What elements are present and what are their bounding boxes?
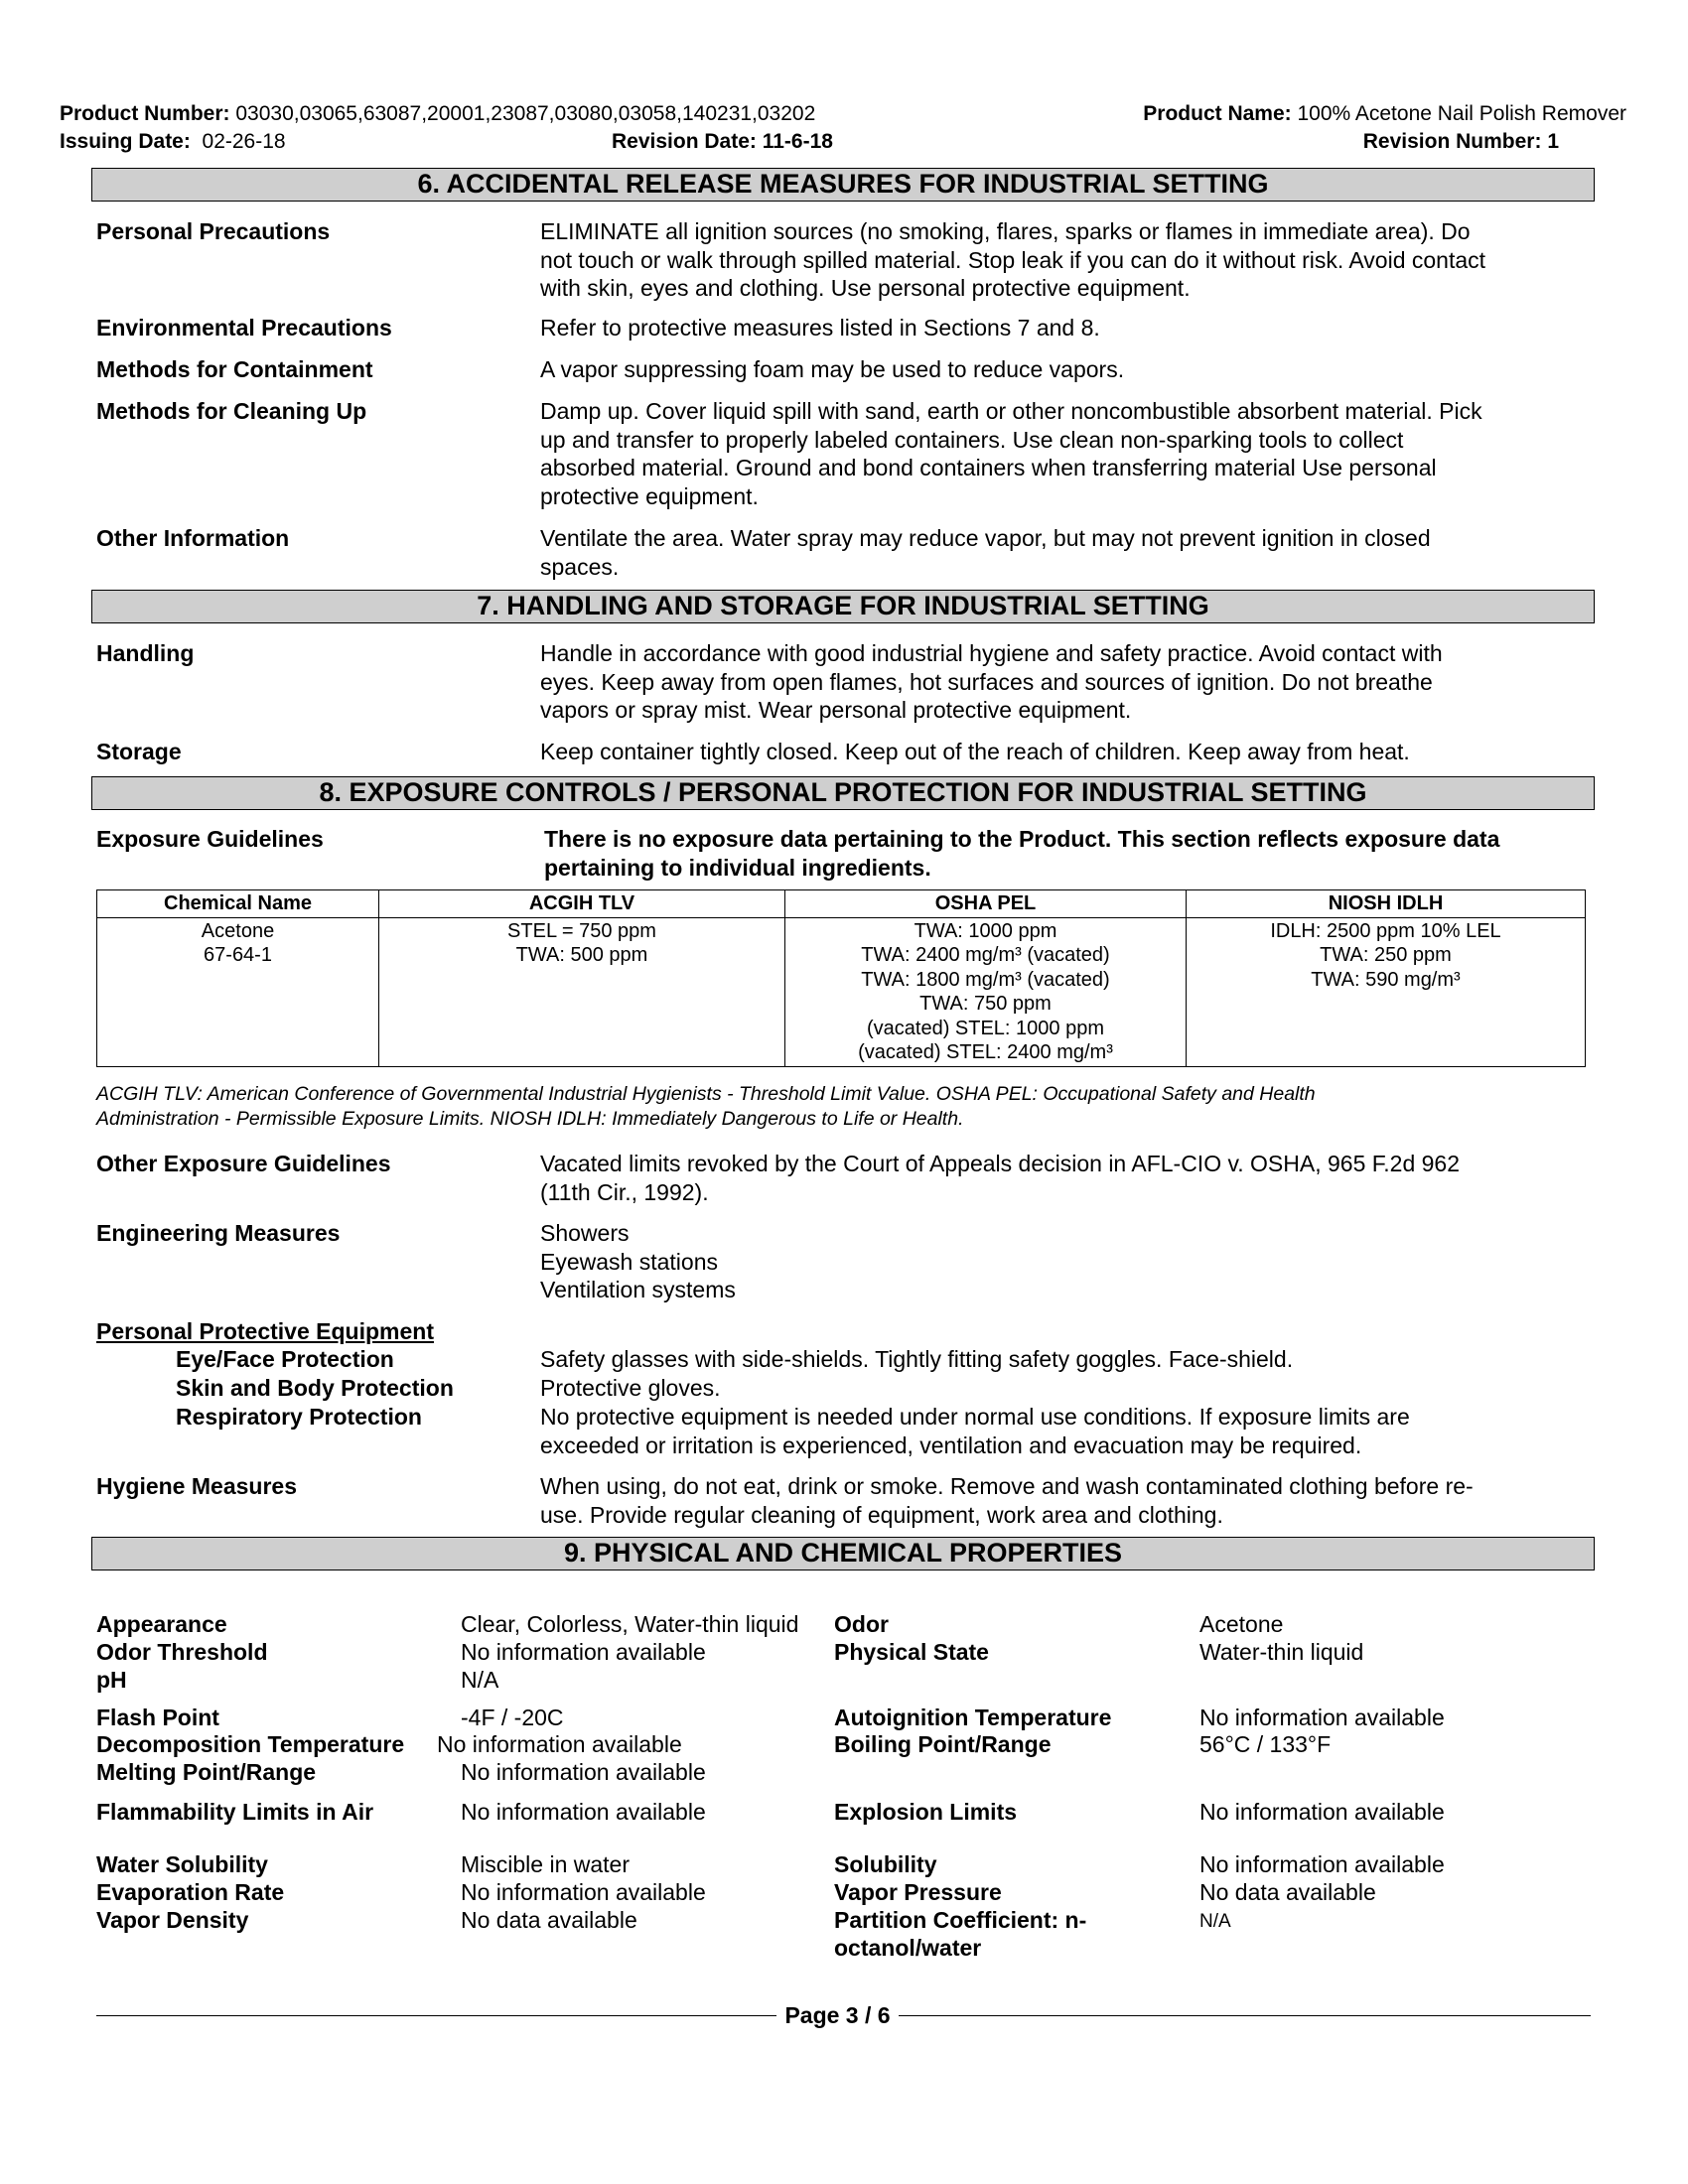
solubility-label: Solubility: [834, 1851, 937, 1877]
revision-number-value: 1: [1547, 130, 1559, 153]
acgih-twa: TWA: 500 ppm: [515, 944, 648, 966]
odor-label: Odor: [834, 1611, 889, 1637]
acgih-stel: STEL = 750 ppm: [507, 919, 656, 942]
exposure-guidelines-value: There is no exposure data pertaining to the Product. This section reflects exposure data pertaining to individual ingredients.: [544, 826, 1500, 881]
niosh-line: TWA: 250 ppm: [1320, 944, 1452, 966]
partition-coefficient-label-1: Partition Coefficient: n-: [834, 1907, 1087, 1933]
appearance-label: Appearance: [96, 1611, 227, 1637]
footer-rule-right: [899, 2015, 1591, 2016]
boiling-point-value: 56°C / 133°F: [1199, 1731, 1332, 1757]
table-row: [97, 917, 1586, 1066]
environmental-precautions-label: Environmental Precautions: [96, 315, 392, 341]
osha-line: (vacated) STEL: 1000 ppm: [866, 1017, 1104, 1039]
exposure-table: [96, 889, 1586, 1067]
hygiene-measures-value: When using, do not eat, drink or smoke. Remove and wash contaminated clothing before re- use. Provide regular cleaning of equipment, work area and clothing.: [540, 1473, 1474, 1528]
explosion-limits-value: No information available: [1199, 1799, 1445, 1825]
revision-number-label: Revision Number:: [1362, 130, 1542, 153]
eye-face-label: Eye/Face Protection: [176, 1346, 394, 1372]
section-8-title: 8. EXPOSURE CONTROLS / PERSONAL PROTECTION FOR INDUSTRIAL SETTING: [91, 776, 1595, 810]
ppe-heading: Personal Protective Equipment: [96, 1318, 434, 1344]
product-name-label: Product Name:: [1143, 102, 1292, 125]
chemical-name: Acetone: [201, 919, 275, 942]
section-9-title: 9. PHYSICAL AND CHEMICAL PROPERTIES: [91, 1537, 1595, 1570]
page-number: Page 3 / 6: [784, 2002, 891, 2028]
product-number-label: Product Number:: [60, 102, 230, 125]
odor-threshold-value: No information available: [461, 1639, 706, 1665]
exposure-guidelines-label: Exposure Guidelines: [96, 826, 324, 852]
appearance-value: Clear, Colorless, Water-thin liquid: [461, 1611, 799, 1637]
solubility-value: No information available: [1199, 1851, 1445, 1877]
vapor-density-label: Vapor Density: [96, 1907, 249, 1933]
section-7-title: 7. HANDLING AND STORAGE FOR INDUSTRIAL SETTING: [91, 590, 1595, 623]
physical-state-label: Physical State: [834, 1639, 989, 1665]
revision-number: [1363, 129, 1559, 155]
respiratory-label: Respiratory Protection: [176, 1404, 422, 1430]
osha-line: TWA: 1800 mg/m³ (vacated): [861, 968, 1110, 991]
methods-containment-value: A vapor suppressing foam may be used to reduce vapors.: [540, 356, 1125, 382]
autoignition-label: Autoignition Temperature: [834, 1705, 1112, 1730]
storage-value: Keep container tightly closed. Keep out of the reach of children. Keep away from heat.: [540, 739, 1410, 764]
methods-cleaning-label: Methods for Cleaning Up: [96, 398, 367, 424]
section-6-title: 6. ACCIDENTAL RELEASE MEASURES FOR INDUSTRIAL SETTING: [91, 168, 1595, 202]
col-chemical-name: Chemical Name: [97, 890, 379, 918]
revision-date-value: 11-6-18: [762, 130, 833, 153]
methods-containment-label: Methods for Containment: [96, 356, 373, 382]
flash-point-label: Flash Point: [96, 1705, 219, 1730]
autoignition-value: No information available: [1199, 1705, 1445, 1730]
decomposition-value: No information available: [437, 1731, 682, 1757]
evaporation-rate-value: No information available: [461, 1879, 706, 1905]
evaporation-rate-label: Evaporation Rate: [96, 1879, 285, 1905]
revision-date-label: Revision Date:: [612, 130, 757, 153]
skin-body-value: Protective gloves.: [540, 1375, 721, 1401]
product-number-value: 03030,03065,63087,20001,23087,03080,03058,140231,03202: [235, 102, 816, 125]
respiratory-value: No protective equipment is needed under normal use conditions. If exposure limits are exceeded or irritation is experienced, ventilation and evacuation may be required.: [540, 1404, 1410, 1458]
issuing-date-value: 02-26-18: [202, 130, 286, 153]
cell-osha: [785, 917, 1187, 1066]
vapor-pressure-label: Vapor Pressure: [834, 1879, 1002, 1905]
partition-coefficient-value: N/A: [1199, 1911, 1231, 1932]
col-osha-pel: OSHA PEL: [785, 890, 1187, 918]
issuing-date: [60, 129, 286, 155]
ph-value: N/A: [461, 1667, 499, 1693]
vapor-density-value: No data available: [461, 1907, 637, 1933]
footer-rule-left: [96, 2015, 776, 2016]
skin-body-label: Skin and Body Protection: [176, 1375, 454, 1401]
niosh-line: IDLH: 2500 ppm 10% LEL: [1270, 919, 1501, 942]
col-acgih-tlv: ACGIH TLV: [379, 890, 785, 918]
flash-point-value: -4F / -20C: [461, 1705, 564, 1730]
flammability-label: Flammability Limits in Air: [96, 1799, 374, 1825]
cas-number: 67-64-1: [204, 944, 272, 966]
odor-threshold-label: Odor Threshold: [96, 1639, 268, 1665]
handling-value: Handle in accordance with good industrial hygiene and safety practice. Avoid contact with eyes. Keep away from open flames, hot surfaces and sources of ignition. Do not breathe vapors or spray mist. Wear personal protective equipment.: [540, 640, 1443, 723]
handling-label: Handling: [96, 640, 195, 666]
other-information-value: Ventilate the area. Water spray may reduce vapor, but may not prevent ignition in closed spaces.: [540, 525, 1431, 580]
storage-label: Storage: [96, 739, 182, 764]
ph-label: pH: [96, 1667, 127, 1693]
other-exposure-label: Other Exposure Guidelines: [96, 1151, 391, 1176]
cell-chemical: [97, 917, 379, 1066]
niosh-line: TWA: 590 mg/m³: [1311, 968, 1461, 991]
osha-line: TWA: 2400 mg/m³ (vacated): [861, 944, 1110, 966]
hygiene-measures-label: Hygiene Measures: [96, 1473, 297, 1499]
melting-point-value: No information available: [461, 1759, 706, 1785]
flammability-value: No information available: [461, 1799, 706, 1825]
cell-niosh: [1187, 917, 1586, 1066]
vapor-pressure-value: No data available: [1199, 1879, 1376, 1905]
boiling-point-label: Boiling Point/Range: [834, 1731, 1052, 1757]
eye-face-value: Safety glasses with side-shields. Tightly fitting safety goggles. Face-shield.: [540, 1346, 1294, 1372]
osha-line: (vacated) STEL: 2400 mg/m³: [858, 1041, 1113, 1063]
decomposition-label: Decomposition Temperature: [96, 1731, 405, 1757]
abbreviation-note: ACGIH TLV: American Conference of Governmental Industrial Hygienists - Threshold Limit Value. OSHA PEL: Occupational Safety and Health Administration - Permissible Exposure Limits. NIOSH IDLH: Immediately Dangerous to Life or Health.: [96, 1083, 1316, 1130]
personal-precautions-label: Personal Precautions: [96, 218, 331, 244]
cell-acgih: [379, 917, 785, 1066]
osha-line: TWA: 1000 ppm: [914, 919, 1057, 942]
revision-date: [612, 129, 833, 155]
physical-state-value: Water-thin liquid: [1199, 1639, 1364, 1665]
water-solubility-label: Water Solubility: [96, 1851, 268, 1877]
melting-point-label: Melting Point/Range: [96, 1759, 317, 1785]
product-name: [1143, 101, 1626, 127]
col-niosh-idlh: NIOSH IDLH: [1187, 890, 1586, 918]
product-name-value: 100% Acetone Nail Polish Remover: [1297, 102, 1626, 125]
other-information-label: Other Information: [96, 525, 290, 551]
partition-coefficient-label-2: octanol/water: [834, 1935, 982, 1961]
personal-precautions-value: ELIMINATE all ignition sources (no smoking, flares, sparks or flames in immediate area). Do not touch or walk through spilled material. Stop leak if you can do it without risk. Avoid contact with skin, eyes and clothing. Use personal protective equipment.: [540, 218, 1486, 301]
osha-line: TWA: 750 ppm: [919, 993, 1052, 1015]
odor-value: Acetone: [1199, 1611, 1284, 1637]
issuing-date-label: Issuing Date:: [60, 130, 191, 153]
engineering-measures-value: Showers Eyewash stations Ventilation systems: [540, 1220, 736, 1302]
water-solubility-value: Miscible in water: [461, 1851, 630, 1877]
other-exposure-value: Vacated limits revoked by the Court of Appeals decision in AFL-CIO v. OSHA, 965 F.2d 962 (11th Cir., 1992).: [540, 1151, 1461, 1205]
engineering-measures-label: Engineering Measures: [96, 1220, 341, 1246]
product-number: [60, 101, 815, 127]
explosion-limits-label: Explosion Limits: [834, 1799, 1018, 1825]
environmental-precautions-value: Refer to protective measures listed in Sections 7 and 8.: [540, 315, 1100, 341]
methods-cleaning-value: Damp up. Cover liquid spill with sand, earth or other noncombustible absorbent material. Pick up and transfer to properly labeled containers. Use clean non-sparking tools to collect absorbed material. Ground and bond containers when transferring material Use personal protective equipment.: [540, 398, 1482, 509]
